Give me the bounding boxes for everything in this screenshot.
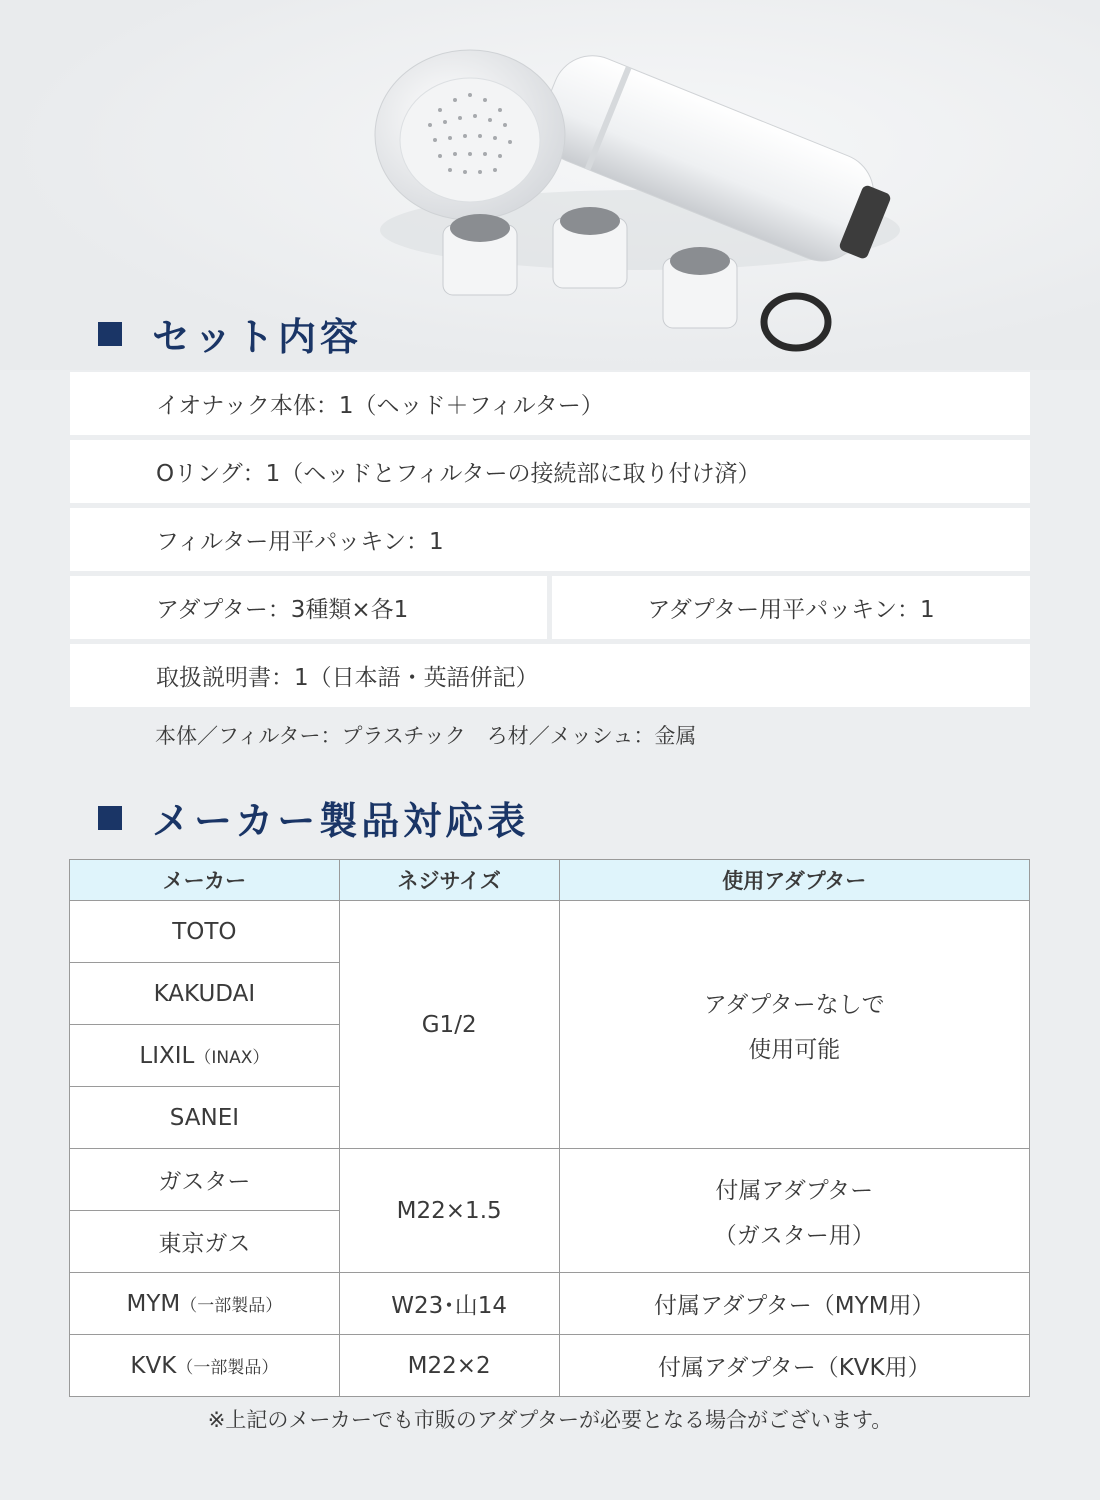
adapter-text: アダプターなしで xyxy=(703,991,885,1018)
maker-note: （一部製品） xyxy=(180,1295,283,1316)
adapter-cell: 付属アダプター（MYM用） xyxy=(559,1273,1029,1335)
column-header: ネジサイズ xyxy=(339,860,559,901)
list-item-text: Oリング：1（ヘッドとフィルターの接続部に取り付け済） xyxy=(156,461,761,487)
maker-name: KVK xyxy=(130,1352,177,1379)
list-item xyxy=(70,576,547,639)
maker-note: （一部製品） xyxy=(176,1357,279,1378)
table-row xyxy=(70,1335,1030,1397)
list-item-text: フィルター用平パッキン：1 xyxy=(156,529,444,555)
section-title-set-contents xyxy=(98,306,362,361)
adapter-cell xyxy=(559,901,1029,1149)
maker-note: （INAX） xyxy=(194,1047,270,1068)
list-item-text: 取扱説明書：1（日本語・英語併記） xyxy=(156,665,539,691)
square-bullet-icon xyxy=(98,322,122,346)
adapter-text: 使用可能 xyxy=(748,1036,841,1063)
list-item xyxy=(70,508,1030,571)
thread-cell: M22×1.5 xyxy=(339,1149,559,1273)
square-bullet-icon xyxy=(98,806,122,830)
maker-cell: 東京ガス xyxy=(70,1211,340,1273)
maker-name: LIXIL xyxy=(139,1042,195,1069)
list-item xyxy=(70,372,1030,435)
adapter-text: 付属アダプター xyxy=(715,1177,874,1204)
thread-cell: M22×2 xyxy=(339,1335,559,1397)
adapter-cell xyxy=(559,1149,1029,1273)
maker-cell xyxy=(70,1025,340,1087)
maker-cell: ガスター xyxy=(70,1149,340,1211)
table-row xyxy=(70,1149,1030,1211)
set-contents-list xyxy=(70,372,1030,712)
maker-cell: KAKUDAI xyxy=(70,963,340,1025)
footnote: ※上記のメーカーでも市販のアダプターが必要となる場合がございます。 xyxy=(207,1408,893,1432)
section-title-text: セット内容 xyxy=(152,315,363,359)
table-row xyxy=(70,901,1030,963)
maker-cell: TOTO xyxy=(70,901,340,963)
list-item-text: アダプター用平パッキン：1 xyxy=(647,597,935,623)
table-header-row xyxy=(70,860,1030,901)
maker-name: MYM xyxy=(126,1290,181,1317)
list-item-split xyxy=(70,576,1030,639)
adapter-text: （ガスター用） xyxy=(713,1222,875,1249)
maker-cell: SANEI xyxy=(70,1087,340,1149)
adapter-cell: 付属アダプター（KVK用） xyxy=(559,1335,1029,1397)
maker-cell xyxy=(70,1273,340,1335)
thread-cell: G1/2 xyxy=(339,901,559,1149)
column-header: メーカー xyxy=(70,860,340,901)
compatibility-table xyxy=(69,859,1030,1397)
material-note: 本体／フィルター：プラスチック ろ材／メッシュ：金属 xyxy=(155,724,697,748)
section-title-compatibility xyxy=(98,790,529,845)
maker-cell xyxy=(70,1335,340,1397)
list-item xyxy=(552,576,1030,639)
thread-cell: W23･山14 xyxy=(339,1273,559,1335)
list-item xyxy=(70,440,1030,503)
list-item-text: アダプター：3種類×各1 xyxy=(156,597,409,623)
section-title-text: メーカー製品対応表 xyxy=(152,799,530,843)
list-item xyxy=(70,644,1030,707)
list-item-text: イオナック本体：1（ヘッド＋フィルター） xyxy=(156,393,604,419)
column-header: 使用アダプター xyxy=(559,860,1029,901)
table-row xyxy=(70,1273,1030,1335)
